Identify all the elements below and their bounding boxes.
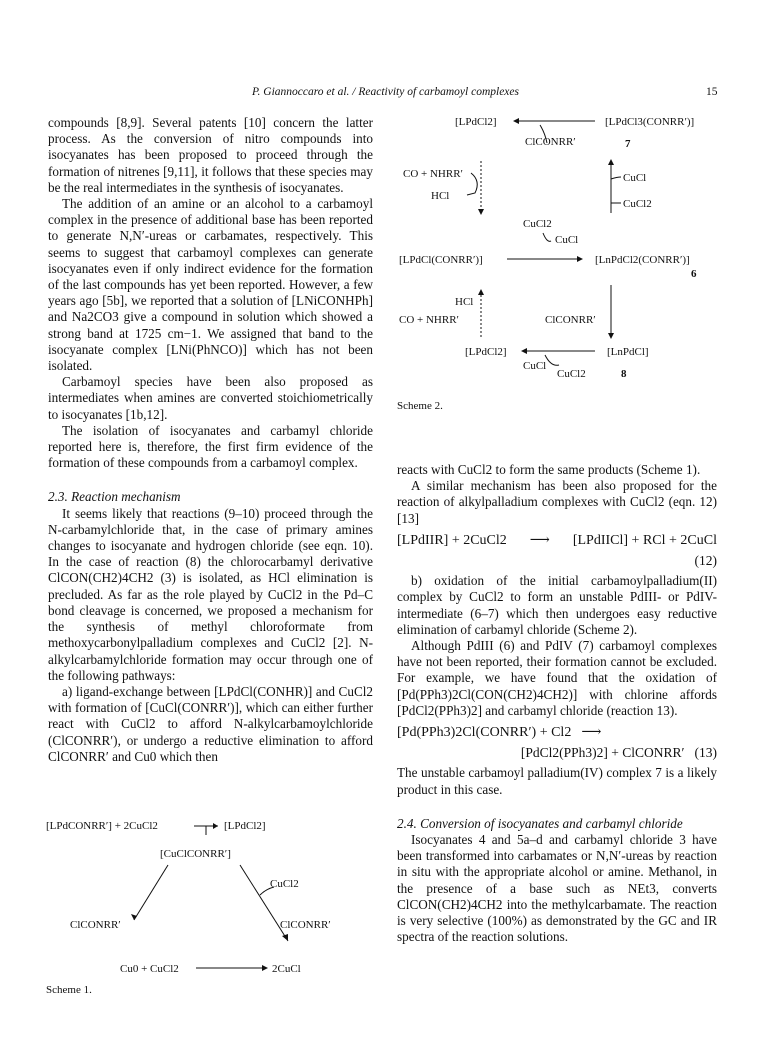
scheme2-right-lower-arrowhead <box>608 333 614 339</box>
left-paragraph-2: The addition of an amine or an alcohol to a carbamoyl complex in the presence of additional base has been reported to generate N,N′-ureas or carbamates, respectively. This seems to suggest that carbamoyl complexes can generate isocyanates even if only indirect evidence for the formation of the last compounds has yet been reported. However, a few years ago [5b], we reported that a solution of [LNiCONHPh] and Na2CO3 give a compound in solution which showed a strong band at 1725 cm−1. We assigned that band to the isocyanate complex [LNi(PhNCO)] which has not been isolated. <box>48 196 373 374</box>
scheme1-bottom-right: 2CuCl <box>272 963 301 975</box>
page-number: 15 <box>706 86 718 98</box>
scheme2-bottom-right: [LnPdCl] <box>607 346 649 358</box>
scheme2-left-upper-arrowhead <box>478 209 484 215</box>
right-paragraph-3: b) oxidation of the initial carbamoylpalladium(II) complex by CuCl2 to form an unstable PdIII- or PdIV-intermediate (6–7) which then undergoes easy reductive elimination of carbamyl chloride (Scheme 2). <box>397 573 717 637</box>
left-paragraph-4: The isolation of isocyanates and carbamyl chloride reported here is, therefore, the first firm evidence of the formation of these compounds from a carbamoyl complex. <box>48 422 373 471</box>
left-paragraph-5: It seems likely that reactions (9–10) proceed through the N-carbamylchloride that, in the case of primary amines changes to isocyanate and hydrogen chloride (see eqn. 10). In the case of reaction (8) the chlorocarbamyl derivative ClCON(CH2)4CH2 (3) is isolated, as HCl elimination is precluded. As far as the role played by CuCl2 in the Pd–C bond cleavage is concerned, we proposed a mechanism for the synthesis of methyl chloroformate from methoxycarbonylpalladium complexes and CuCl2 [2]. N-alkylcarbamylchloride formation may occur through one of the following pathways: <box>48 505 373 683</box>
scheme2-num-6: 6 <box>691 268 697 280</box>
equation-13-arrow: ⟶ <box>581 725 602 741</box>
left-column <box>48 115 373 765</box>
scheme2-top-arrowhead <box>513 118 519 124</box>
scheme1-left-product: ClCONRR′ <box>70 919 121 931</box>
scheme1-right-product: ClCONRR′ <box>280 919 331 931</box>
scheme2-top-below: ClCONRR′ <box>525 136 576 148</box>
equation-12-left: [LPdIIR] + 2CuCl2 <box>397 532 507 548</box>
scheme2-bottom-curve <box>545 355 559 365</box>
left-paragraph-6: a) ligand-exchange between [LPdCl(CONHR)] and CuCl2 with formation of [CuCl(CONRR′)], which can either further react with CuCl2 to afford N-alkylcarbamoylchloride (ClCONRR′), or undergo a reductive elimination to afford ClCONRR′ and Cu0 which then <box>48 683 373 764</box>
scheme1-left-arrowhead <box>131 914 137 920</box>
scheme2-top-right: [LPdCl3(CONRR′)] <box>605 116 695 128</box>
equation-13-number: (13) <box>694 745 717 761</box>
section-heading-2-4: 2.4. Conversion of isocyanates and carbamyl chloride <box>397 815 683 831</box>
scheme2-left-lower-arrowhead <box>478 289 484 295</box>
scheme2-left-upper-curve <box>467 173 477 195</box>
scheme2-mid-curve <box>543 233 551 241</box>
scheme2-bottom-left: [LPdCl2] <box>465 346 507 358</box>
equation-13-right: [PdCl2(PPh3)2] + ClCONRR′ <box>520 745 685 761</box>
equation-13-left: [Pd(PPh3)2Cl(CONRR′) + Cl2 <box>397 725 572 741</box>
scheme1-caption: Scheme 1. <box>46 984 92 996</box>
scheme1-bottom-arrowhead <box>262 965 268 971</box>
equation-13-line-2 <box>397 745 717 761</box>
scheme1-right-reagent: CuCl2 <box>270 878 299 890</box>
scheme2-right-lower-out: ClCONRR′ <box>545 314 596 326</box>
equation-12-arrow: ⟶ <box>529 532 550 548</box>
right-paragraph-5: The unstable carbamoyl palladium(IV) complex 7 is a likely product in this case. <box>397 765 717 797</box>
scheme2-mid-under: CuCl <box>555 234 579 246</box>
scheme2-bottom-out: CuCl2 <box>557 368 586 380</box>
scheme2-right-upper-arrowhead <box>608 159 614 165</box>
right-paragraph-1: reacts with CuCl2 to form the same products (Scheme 1). <box>397 462 701 477</box>
scheme2-right-upper-cucl2: CuCl2 <box>623 198 652 210</box>
left-paragraph-1: compounds [8,9]. Several patents [10] concern the latter process. As the conversion of nitro compounds into isocyanates has been proposed to proceed through the formation of nitrenes [9,11], it follows that these species may be the real intermediates in the synthesis of isocyanates. <box>48 115 373 195</box>
scheme2-mid-left: [LPdCl(CONRR′)] <box>399 254 483 266</box>
scheme2-num-7: 7 <box>625 138 631 150</box>
running-title: P. Giannoccaro et al. / Reactivity of carbamoyl complexes <box>252 86 519 98</box>
section-heading-2-3: 2.3. Reaction mechanism <box>48 489 181 505</box>
scheme-2 <box>395 113 725 388</box>
scheme2-mid-arrowhead <box>577 256 583 262</box>
scheme2-bottom-in: CuCl <box>523 360 547 372</box>
scheme2-top-left: [LPdCl2] <box>455 116 497 128</box>
scheme2-right-upper-branches <box>611 177 621 203</box>
scheme1-middle: [CuClCONRR′] <box>160 848 231 860</box>
right-paragraph-4: Although PdIII (6) and PdIV (7) carbamoyl complexes have not been reported, their formation cannot be excluded. For example, we have found that the oxidation of [Pd(PPh3)2Cl(CON(CH2)4CH2)] with chlorine affords [PdCl2(PPh3)2] and carbamyl chloride (reaction 13). <box>397 638 717 718</box>
scheme1-top-right: [LPdCl2] <box>224 820 266 832</box>
right-paragraph-2: A similar mechanism has been also proposed for the reaction of alkylpalladium complexes with CuCl2 (eqn. 12) [13] <box>397 478 717 526</box>
right-column <box>397 462 717 945</box>
scheme2-caption: Scheme 2. <box>397 400 443 412</box>
scheme2-left-upper-out: HCl <box>431 190 450 202</box>
scheme2-bottom-arrowhead <box>521 348 527 354</box>
scheme2-num-8: 8 <box>621 368 627 380</box>
scheme2-right-upper-cucl: CuCl <box>623 172 647 184</box>
scheme1-bottom-left: Cu0 + CuCl2 <box>120 963 179 975</box>
left-paragraph-3: Carbamoyl species have been also proposed as intermediates when amines are converted stoichiometrically to isocyanates [1b,12]. <box>48 374 373 422</box>
scheme1-top-arrowhead <box>213 823 218 829</box>
scheme2-mid-over: CuCl2 <box>523 218 552 230</box>
right-paragraph-6: Isocyanates 4 and 5a–d and carbamyl chloride 3 have been transformed into carbamates or N,N′-ureas by reaction in situ with the appropriate alcohol or amine. Methanol, in the presence of a base such as NEt3, converts ClCON(CH2)4CH2 into the methylcarbamate. The reaction is very selective (100%) as demonstrated by the GC and IR spectra of the reaction solutions. <box>397 832 717 945</box>
scheme2-left-lower-out: HCl <box>455 296 474 308</box>
equation-12-right: [LPdIICl] + RCl + 2CuCl <box>572 532 717 548</box>
scheme1-top-left: [LPdCONRR′] + 2CuCl2 <box>46 820 158 832</box>
equation-12-number: (12) <box>694 553 717 569</box>
scheme1-left-line <box>134 865 168 920</box>
equation-13-line-1 <box>397 725 717 741</box>
equation-12 <box>397 533 717 549</box>
scheme-1 <box>40 815 370 995</box>
scheme1-right-arrowhead <box>282 934 288 941</box>
scheme2-left-upper-reagent: CO + NHRR′ <box>403 168 463 180</box>
scheme2-left-lower-reagent: CO + NHRR′ <box>399 314 459 326</box>
scheme2-mid-right: [LnPdCl2(CONRR′)] <box>595 254 690 266</box>
